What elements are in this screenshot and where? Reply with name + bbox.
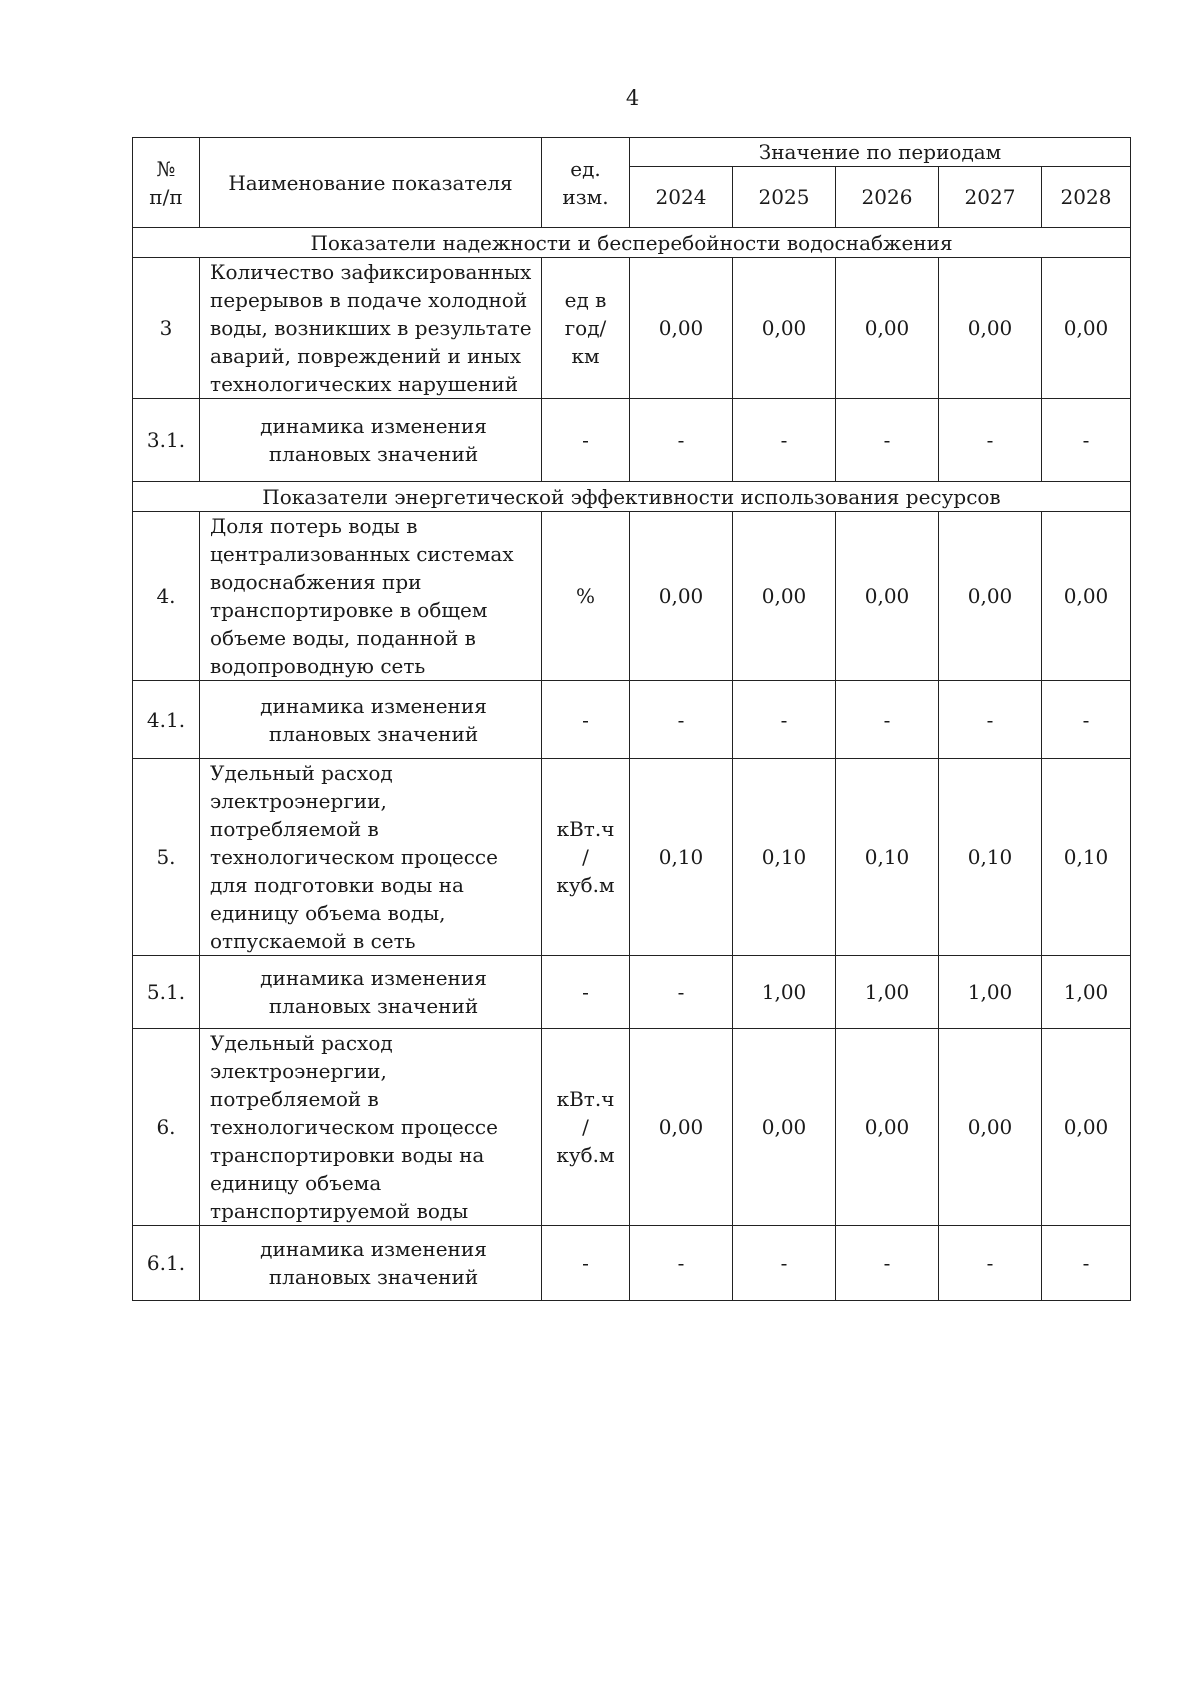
row-name: динамика изменения плановых значений <box>200 399 542 482</box>
page-number: 4 <box>625 86 640 110</box>
row-value: 0,10 <box>939 759 1042 956</box>
header-year: 2028 <box>1042 167 1131 228</box>
row-value: 0,00 <box>630 258 733 399</box>
row-name: Доля потерь воды в централизованных системах водоснабжения при транспортировке в общем объеме воды, поданной в водопроводную сеть <box>200 512 542 681</box>
table-row <box>133 512 1131 681</box>
row-value: 0,10 <box>1042 759 1131 956</box>
row-value: 1,00 <box>1042 956 1131 1029</box>
row-value: 0,00 <box>630 1029 733 1226</box>
header-year: 2025 <box>733 167 836 228</box>
table-row <box>133 1226 1131 1301</box>
row-value: - <box>1042 681 1131 759</box>
row-num: 5. <box>133 759 200 956</box>
row-value: 0,00 <box>939 258 1042 399</box>
header-year: 2024 <box>630 167 733 228</box>
row-name: Количество зафиксированных перерывов в подаче холодной воды, возникших в результате аварий, повреждений и иных технологических нарушений <box>200 258 542 399</box>
header-periods: Значение по периодам <box>630 138 1131 167</box>
row-value: - <box>836 681 939 759</box>
table-row <box>133 681 1131 759</box>
section-row <box>133 228 1131 258</box>
row-value: 0,00 <box>1042 512 1131 681</box>
row-value: - <box>939 1226 1042 1301</box>
row-value: 0,10 <box>630 759 733 956</box>
row-unit: кВт.ч / куб.м <box>542 759 630 956</box>
row-unit: - <box>542 1226 630 1301</box>
row-name: динамика изменения плановых значений <box>200 1226 542 1301</box>
row-unit: - <box>542 956 630 1029</box>
row-value: - <box>1042 399 1131 482</box>
row-value: 0,00 <box>733 512 836 681</box>
header-year: 2026 <box>836 167 939 228</box>
header-name: Наименование показателя <box>200 138 542 228</box>
header-num: № п/п <box>133 138 200 228</box>
row-value: 0,00 <box>1042 1029 1131 1226</box>
row-unit: % <box>542 512 630 681</box>
row-value: - <box>1042 1226 1131 1301</box>
row-num: 5.1. <box>133 956 200 1029</box>
row-value: 0,00 <box>939 512 1042 681</box>
row-unit: ед в год/ км <box>542 258 630 399</box>
row-num: 3 <box>133 258 200 399</box>
row-value: - <box>939 399 1042 482</box>
row-num: 6. <box>133 1029 200 1226</box>
row-value: 1,00 <box>836 956 939 1029</box>
row-value: - <box>733 399 836 482</box>
table-row <box>133 258 1131 399</box>
header-row <box>133 138 1131 167</box>
row-unit: кВт.ч / куб.м <box>542 1029 630 1226</box>
header-year: 2027 <box>939 167 1042 228</box>
row-name: Удельный расход электроэнергии, потребляемой в технологическом процессе транспортировки воды на единицу объема транспортируемой воды <box>200 1029 542 1226</box>
row-num: 6.1. <box>133 1226 200 1301</box>
row-value: - <box>630 1226 733 1301</box>
row-name: динамика изменения плановых значений <box>200 681 542 759</box>
row-num: 4. <box>133 512 200 681</box>
row-value: - <box>836 1226 939 1301</box>
row-value: 0,00 <box>1042 258 1131 399</box>
header-unit: ед. изм. <box>542 138 630 228</box>
row-value: - <box>733 681 836 759</box>
table-row <box>133 399 1131 482</box>
row-value: 0,00 <box>733 1029 836 1226</box>
row-value: - <box>630 399 733 482</box>
row-value: - <box>733 1226 836 1301</box>
row-value: 0,00 <box>939 1029 1042 1226</box>
row-value: 1,00 <box>733 956 836 1029</box>
row-value: - <box>630 681 733 759</box>
row-value: 0,00 <box>630 512 733 681</box>
table-row <box>133 1029 1131 1226</box>
row-num: 4.1. <box>133 681 200 759</box>
row-name: Удельный расход электроэнергии, потребляемой в технологическом процессе для подготовки воды на единицу объема воды, отпускаемой в сеть <box>200 759 542 956</box>
row-value: 0,00 <box>836 1029 939 1226</box>
table-row <box>133 759 1131 956</box>
row-value: 0,00 <box>836 258 939 399</box>
section-row <box>133 482 1131 512</box>
section-title: Показатели энергетической эффективности использования ресурсов <box>133 482 1131 512</box>
row-unit: - <box>542 681 630 759</box>
row-unit: - <box>542 399 630 482</box>
row-value: 0,10 <box>836 759 939 956</box>
row-name: динамика изменения плановых значений <box>200 956 542 1029</box>
row-value: - <box>939 681 1042 759</box>
row-value: - <box>836 399 939 482</box>
section-title: Показатели надежности и бесперебойности водоснабжения <box>133 228 1131 258</box>
row-value: 1,00 <box>939 956 1042 1029</box>
table-row <box>133 956 1131 1029</box>
indicators-table <box>132 137 1131 1301</box>
row-value: 0,00 <box>733 258 836 399</box>
row-value: 0,00 <box>836 512 939 681</box>
row-value: 0,10 <box>733 759 836 956</box>
row-num: 3.1. <box>133 399 200 482</box>
row-value: - <box>630 956 733 1029</box>
